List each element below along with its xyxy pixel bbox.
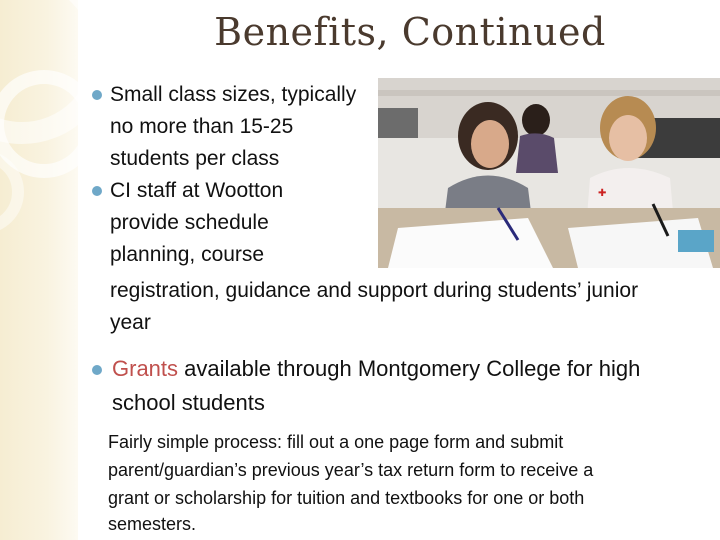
bullet-1-line-1: Small class sizes, typically [110, 83, 357, 106]
sub-text-line-1: Fairly simple process: fill out a one page form and submit [108, 432, 564, 452]
bullet-icon [92, 365, 102, 375]
bullet-2-line-3: planning, course [110, 243, 265, 266]
bullet-2-line-5: year [110, 311, 151, 334]
bullet-icon [92, 186, 102, 196]
decorative-side-band [0, 0, 78, 540]
bullet-1-line-3: students per class [110, 147, 280, 170]
sub-text-line-4: semesters. [108, 514, 197, 534]
svg-text:✚: ✚ [598, 188, 607, 199]
bullet-3-line-1 [112, 353, 640, 385]
classroom-photo [378, 78, 720, 268]
bullet-2-line-4: registration, guidance and support during students’ junior [110, 279, 639, 302]
bullet-1-line-2: no more than 15-25 [110, 115, 294, 138]
bullet-3-line-1-rest: available through Montgomery College for high [178, 356, 641, 381]
bullet-2-line-1: CI staff at Wootton [110, 179, 284, 202]
bullet-2-line-2: provide schedule [110, 211, 269, 234]
bullet-icon [92, 90, 102, 100]
bullet-3-line-2: school students [112, 390, 265, 415]
grants-highlight: Grants [112, 356, 179, 381]
sub-text-line-2: parent/guardian’s previous year’s tax return form to receive a [108, 460, 594, 480]
slide-title: Benefits, Continued [214, 10, 606, 54]
decorative-ring [0, 70, 98, 178]
sub-text-line-3: grant or scholarship for tuition and textbooks for one or both [108, 488, 585, 508]
